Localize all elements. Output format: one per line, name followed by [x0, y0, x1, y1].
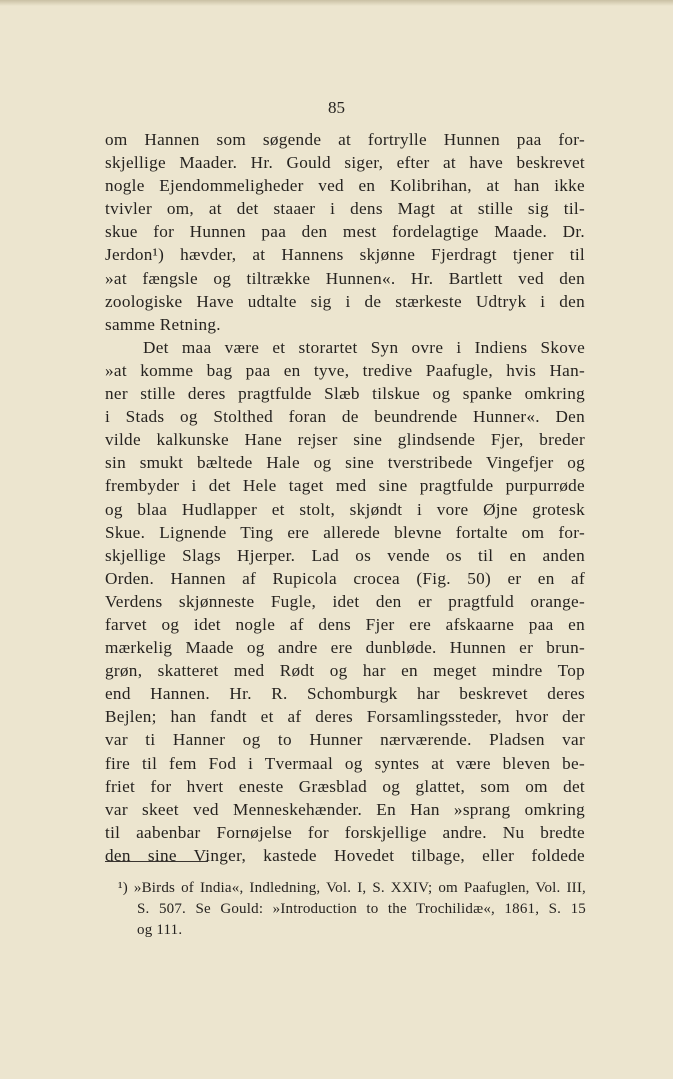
text-line: »at fængsle og tiltrække Hunnen«. Hr. Bartlett ved den: [105, 268, 585, 288]
text-line: mærkelig Maade og andre ere dunbløde. Hunnen er brun-: [105, 638, 585, 658]
footnote-line: ¹) »Birds of India«, Indledning, Vol. I, S. XXIV; om Paafuglen, Vol. III,: [118, 880, 586, 896]
footnote-line: og 111.: [137, 922, 183, 938]
text-line: nogle Ejendommeligheder ved en Kolibrihan, at han ikke: [105, 176, 585, 196]
text-line: Bejlen; han fandt et af deres Forsamlingssteder, hvor der: [105, 707, 585, 727]
text-line: fire til fem Fod i Tvermaal og syntes at være bleven be-: [105, 753, 585, 773]
text-line: var skeet ved Menneskehænder. En Han »sprang omkring: [105, 799, 585, 819]
text-line: skjellige Slags Hjerper. Lad os vende os til en anden: [105, 545, 585, 565]
footnote-line: S. 507. Se Gould: »Introduction to the Trochilidæ«, 1861, S. 15: [137, 901, 586, 917]
page-number: 85: [328, 98, 345, 117]
text-line: skue for Hunnen paa den mest fordelagtige Maade. Dr.: [105, 222, 585, 242]
footnotes: [118, 878, 586, 941]
text-line: tvivler om, at det staaer i dens Magt at stille sig til-: [105, 199, 585, 219]
text-line: og blaa Hudlapper et stolt, skjøndt i vore Øjne grotesk: [105, 499, 585, 519]
text-line: var ti Hanner og to Hunner nærværende. Pladsen var: [105, 730, 585, 750]
page-edge: [0, 0, 673, 6]
text-line: til aabenbar Fornøjelse for forskjellige andre. Nu bredte: [105, 822, 585, 842]
text-line: Verdens skjønneste Fugle, idet den er pragtfuld orange-: [105, 591, 585, 611]
text-line: frembyder i det Hele taget med sine pragtfulde purpurrøde: [105, 476, 585, 496]
text-line: grøn, skatteret med Rødt og har en meget mindre Top: [105, 661, 585, 681]
text-line: farvet og idet nogle af dens Fjer ere afskaarne paa en: [105, 614, 585, 634]
text-line: om Hannen som søgende at fortrylle Hunnen paa for-: [105, 130, 585, 149]
text-line: ner stille deres pragtfulde Slæb tilskue og spanke omkring: [105, 384, 585, 404]
text-line: vilde kalkunske Hane rejser sine glindsende Fjer, breder: [105, 430, 585, 450]
text-line: den sine Vinger, kastede Hovedet tilbage, eller foldede: [105, 845, 585, 865]
body-text: [105, 128, 585, 867]
text-line: i Stads og Stolthed foran de beundrende Hunner«. Den: [105, 407, 585, 427]
text-line: Orden. Hannen af Rupicola crocea (Fig. 50) er en af: [105, 568, 585, 588]
text-line: samme Retning.: [105, 314, 221, 334]
text-line: »at komme bag paa en tyve, tredive Paafugle, hvis Han-: [105, 360, 585, 380]
text-line: end Hannen. Hr. R. Schomburgk har beskrevet deres: [105, 684, 585, 704]
text-line: skjellige Maader. Hr. Gould siger, efter at have beskrevet: [105, 153, 585, 173]
text-line: Det maa være et storartet Syn ovre i Indiens Skove: [143, 337, 585, 357]
footnote-divider: [105, 861, 208, 862]
text-line: zoologiske Have udtalte sig i de stærkeste Udtryk i den: [105, 291, 585, 311]
text-line: sin smukt bæltede Hale og sine tverstribede Vingefjer og: [105, 453, 585, 473]
text-line: Skue. Lignende Ting ere allerede blevne fortalte om for-: [105, 522, 585, 542]
text-line: friet for hvert eneste Græsblad og glattet, som om det: [105, 776, 585, 796]
text-line: Jerdon¹) hævder, at Hannens skjønne Fjerdragt tjener til: [105, 245, 585, 265]
